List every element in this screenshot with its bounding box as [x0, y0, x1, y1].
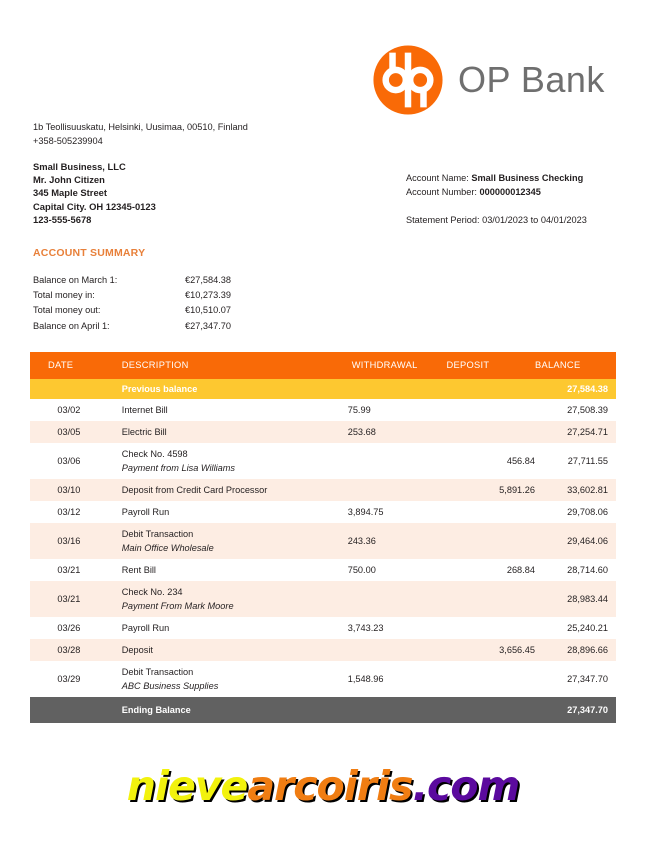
row-withdrawal: 3,743.23: [347, 623, 384, 633]
row-date: 03/28: [57, 645, 81, 655]
customer-company: Small Business, LLC: [33, 161, 126, 172]
row-deposit: 456.84: [506, 456, 535, 466]
row-description: [108, 661, 344, 697]
summary-label: Balance on April 1:: [33, 320, 110, 331]
row-date: 03/12: [57, 507, 81, 517]
column-header-description: DESCRIPTION: [108, 352, 344, 379]
row-withdrawal: [344, 581, 447, 617]
watermark-part-2: arcoiris: [247, 762, 413, 810]
statement-period: Statement Period: 03/01/2023 to 04/01/2023: [406, 215, 587, 225]
account-name-value: Small Business Checking: [471, 173, 584, 183]
account-name-label: Account Name:: [406, 173, 469, 183]
row-description: [108, 443, 344, 479]
row-description: [108, 523, 344, 559]
row-withdrawal: [344, 639, 447, 661]
row-date: 03/16: [57, 536, 81, 546]
summary-label: Total money in:: [33, 290, 95, 301]
bank-address-line1: 1b Teollisuuskatu, Helsinki, Uusimaa, 00510, Finland: [33, 122, 248, 132]
row-description-main: Deposit from Credit Card Processor: [121, 485, 268, 495]
ending-balance-amount: 27,347.70: [567, 705, 608, 715]
ending-balance-label: Ending Balance: [121, 705, 191, 715]
row-deposit: [446, 617, 534, 639]
account-name-row: [406, 171, 587, 185]
row-date: 03/21: [57, 565, 81, 575]
row-balance: 28,983.44: [567, 594, 608, 604]
row-date: 03/02: [57, 405, 81, 415]
row-description-main: Deposit: [121, 645, 153, 655]
row-description: [108, 559, 344, 581]
op-bank-circle-logo-icon: [372, 44, 444, 116]
customer-phone: 123-555-5678: [33, 213, 92, 225]
summary-value: €10,510.07: [185, 305, 231, 316]
row-date: 03/05: [57, 427, 81, 437]
account-summary-table: [33, 273, 231, 334]
row-description-main: Rent Bill: [121, 565, 156, 575]
row-description-sub: Main Office Wholesale: [121, 543, 214, 553]
row-description-main: Payroll Run: [121, 507, 170, 517]
bank-logo-block: [372, 44, 605, 116]
row-balance: 27,711.55: [567, 456, 608, 466]
transactions-body: [30, 379, 616, 723]
row-description-main: Debit Transaction: [121, 667, 194, 677]
table-row: [30, 523, 616, 559]
table-row: [30, 661, 616, 697]
summary-row: [33, 319, 231, 334]
row-description-main: Electric Bill: [121, 427, 167, 437]
table-row: [30, 501, 616, 523]
summary-row: [33, 273, 231, 288]
customer-street: 345 Maple Street: [33, 187, 107, 199]
row-description: [108, 639, 344, 661]
summary-label: Total money out:: [33, 305, 101, 316]
row-withdrawal: 253.68: [347, 427, 376, 437]
row-description-main: Internet Bill: [121, 405, 168, 415]
summary-value: €10,273.39: [185, 290, 231, 301]
customer-city-state-zip: Capital City. OH 12345-0123: [33, 200, 156, 212]
row-withdrawal: 75.99: [347, 405, 371, 415]
column-header-date: DATE: [30, 352, 108, 379]
ending-balance-row: [30, 697, 616, 723]
watermark-part-3: .com: [412, 762, 520, 810]
row-deposit: [446, 399, 534, 421]
summary-label: Balance on March 1:: [33, 275, 118, 285]
row-date: 03/29: [57, 674, 81, 684]
row-deposit: [446, 501, 534, 523]
column-header-deposit: DEPOSIT: [446, 352, 534, 379]
row-date: 03/26: [57, 623, 81, 633]
row-description: [108, 421, 344, 443]
row-deposit: [446, 661, 534, 697]
row-withdrawal: 1,548.96: [347, 674, 384, 684]
table-row: [30, 617, 616, 639]
row-description-sub: Payment From Mark Moore: [121, 601, 234, 611]
summary-value: €27,584.38: [185, 275, 231, 285]
row-deposit: [446, 581, 534, 617]
row-description: [108, 501, 344, 523]
row-deposit: 3,656.45: [499, 645, 535, 655]
bank-address: [33, 120, 248, 148]
account-number-value: 000000012345: [479, 187, 541, 197]
column-header-balance: BALANCE: [535, 352, 616, 379]
watermark-part-1: nieve: [126, 762, 248, 810]
customer-name: Mr. John Citizen: [33, 174, 105, 186]
row-balance: 25,240.21: [567, 623, 608, 633]
row-withdrawal: 750.00: [347, 565, 376, 575]
row-deposit: [446, 421, 534, 443]
table-row: [30, 479, 616, 501]
previous-balance-row: [30, 379, 616, 399]
row-balance: 27,347.70: [567, 674, 608, 684]
summary-row: [33, 303, 231, 318]
bank-phone: +358-505239904: [33, 136, 103, 146]
previous-balance-label: Previous balance: [121, 384, 198, 394]
row-description: [108, 581, 344, 617]
row-description-main: Payroll Run: [121, 623, 170, 633]
table-row: [30, 399, 616, 421]
row-description-sub: Payment from Lisa Williams: [121, 463, 236, 473]
row-description-main: Check No. 4598: [121, 449, 188, 459]
row-description-main: Debit Transaction: [121, 529, 194, 539]
row-deposit: 268.84: [506, 565, 535, 575]
row-withdrawal: [344, 443, 447, 479]
row-withdrawal: [344, 479, 447, 501]
account-number-label: Account Number:: [406, 187, 477, 197]
row-date: 03/21: [57, 594, 81, 604]
row-description: [108, 617, 344, 639]
row-balance: 29,464.06: [567, 536, 608, 546]
row-description: [108, 399, 344, 421]
table-row: [30, 559, 616, 581]
table-row: [30, 443, 616, 479]
row-balance: 27,508.39: [567, 405, 608, 415]
row-balance: 29,708.06: [567, 507, 608, 517]
row-balance: 28,714.60: [567, 565, 608, 575]
row-balance: 33,602.81: [567, 485, 608, 495]
row-description: [108, 479, 344, 501]
row-description-main: Check No. 234: [121, 587, 183, 597]
account-number-row: [406, 185, 587, 199]
row-withdrawal: 243.36: [347, 536, 376, 546]
summary-value: €27,347.70: [185, 320, 231, 331]
account-summary-title: ACCOUNT SUMMARY: [33, 247, 146, 259]
row-withdrawal: 3,894.75: [347, 507, 384, 517]
previous-balance-amount: 27,584.38: [567, 384, 608, 394]
table-row: [30, 581, 616, 617]
row-date: 03/10: [57, 485, 81, 495]
row-date: 03/06: [57, 456, 81, 466]
row-balance: 28,896.66: [567, 645, 608, 655]
table-header-row: [30, 352, 616, 379]
summary-row: [33, 288, 231, 303]
account-meta-block: [406, 171, 587, 227]
row-description-sub: ABC Business Supplies: [121, 681, 219, 691]
bank-name: OP Bank: [458, 59, 605, 100]
transactions-table: [30, 352, 616, 723]
customer-address-block: [33, 160, 156, 226]
row-deposit: [446, 523, 534, 559]
column-header-withdrawal: WITHDRAWAL: [344, 352, 447, 379]
row-balance: 27,254.71: [567, 427, 608, 437]
row-deposit: 5,891.26: [499, 485, 535, 495]
table-row: [30, 639, 616, 661]
table-row: [30, 421, 616, 443]
site-watermark: [0, 762, 646, 810]
